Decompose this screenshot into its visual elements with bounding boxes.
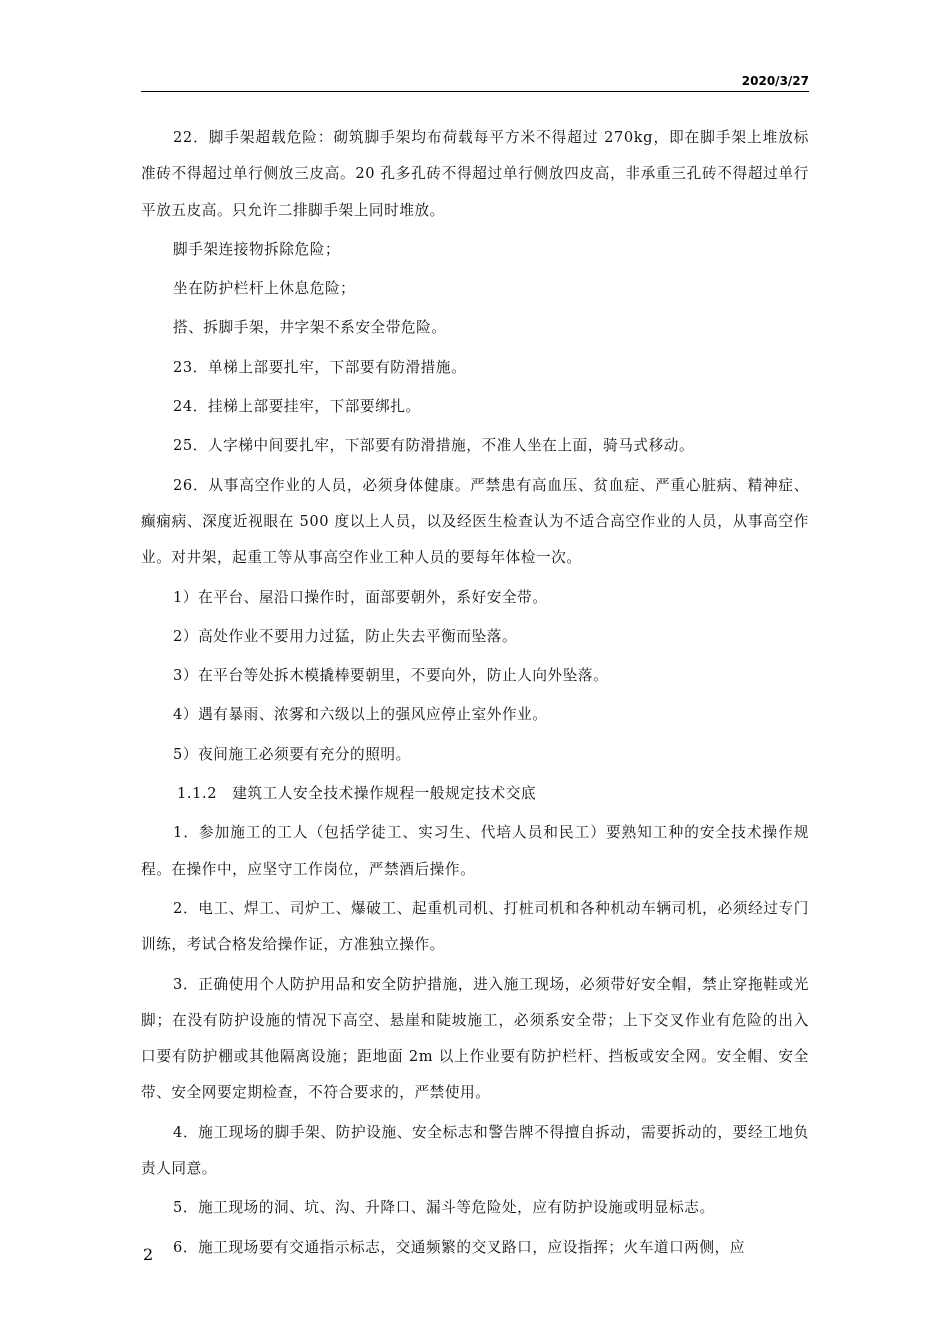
paragraph-23: 23．单梯上部要扎牢，下部要有防滑措施。 (173, 358, 467, 376)
paragraph-26: 26．从事高空作业的人员，必须身体健康。严禁患有高血压、贫血症、严重心脏病、精神症、癫痫病、深度近视眼在 500 度以上人员，以及经医生检查认为不适合高空作业的人员，从事高空作业。对井架，起重工等从事高空作业工种人员的要每年体检一次。 (141, 476, 809, 567)
rule-5: 5．施工现场的洞、坑、沟、升降口、漏斗等危险处，应有防护设施或明显标志。 (173, 1199, 715, 1217)
paragraph-22: 22．脚手架超载危险：砌筑脚手架均布荷载每平方米不得超过 270kg，即在脚手架上堆放标准砖不得超过单行侧放三皮高。20 孔多孔砖不得超过单行侧放四皮高，非承重三孔砖不得超过单行平放五皮高。只允许二排脚手架上同时堆放。 (141, 129, 809, 219)
list-item-4: 4）遇有暴雨、浓雾和六级以上的强风应停止室外作业。 (173, 706, 548, 724)
section-heading: 1.1.2 建筑工人安全技术操作规程一般规定技术交底 (177, 785, 537, 803)
paragraph-scaffold-connector: 脚手架连接物拆除危险； (173, 240, 341, 258)
list-item-5: 5）夜间施工必须要有充分的照明。 (173, 745, 411, 763)
list-item-2: 2）高处作业不要用力过猛，防止失去平衡而坠落。 (173, 627, 518, 645)
header-date: 2020/3/27 (741, 74, 809, 88)
list-item-3: 3）在平台等处拆木模撬棒要朝里，不要向外，防止人向外坠落。 (173, 667, 609, 685)
rule-2: 2．电工、焊工、司炉工、爆破工、起重机司机、打桩司机和各种机动车辆司机，必须经过专门训练，考试合格发给操作证，方准独立操作。 (141, 899, 809, 954)
paragraph-24: 24．挂梯上部要挂牢，下部要绑扎。 (173, 398, 421, 416)
page-number: 2 (143, 1245, 154, 1264)
rule-4: 4．施工现场的脚手架、防护设施、安全标志和警告牌不得擅自拆动，需要拆动的，要经工地负责人同意。 (141, 1123, 809, 1178)
paragraph-guardrail-rest: 坐在防护栏杆上休息危险； (173, 280, 356, 298)
rule-6: 6．施工现场要有交通指示标志，交通频繁的交叉路口，应设指挥；火车道口两侧，应 (173, 1238, 746, 1256)
rule-3: 3．正确使用个人防护用品和安全防护措施，进入施工现场，必须带好安全帽，禁止穿拖鞋或光脚；在没有防护设施的情况下高空、悬崖和陡坡施工，必须系安全带；上下交叉作业有危险的出入口要有防护棚或其他隔离设施；距地面 2m 以上作业要有防护栏杆、挡板或安全网。安全帽、安全带、安全网要定期检查，不符合要求的，严禁使用。 (141, 975, 809, 1102)
document-body (141, 120, 809, 1269)
paragraph-safety-belt: 搭、拆脚手架，井字架不系安全带危险。 (173, 319, 447, 337)
paragraph-25: 25．人字梯中间要扎牢，下部要有防滑措施，不准人坐在上面，骑马式移动。 (173, 437, 695, 455)
header-divider (141, 91, 809, 92)
rule-1: 1．参加施工的工人（包括学徒工、实习生、代培人员和民工）要熟知工种的安全技术操作规程。在操作中，应坚守工作岗位，严禁酒后操作。 (141, 824, 809, 878)
list-item-1: 1）在平台、屋沿口操作时，面部要朝外，系好安全带。 (173, 588, 548, 606)
